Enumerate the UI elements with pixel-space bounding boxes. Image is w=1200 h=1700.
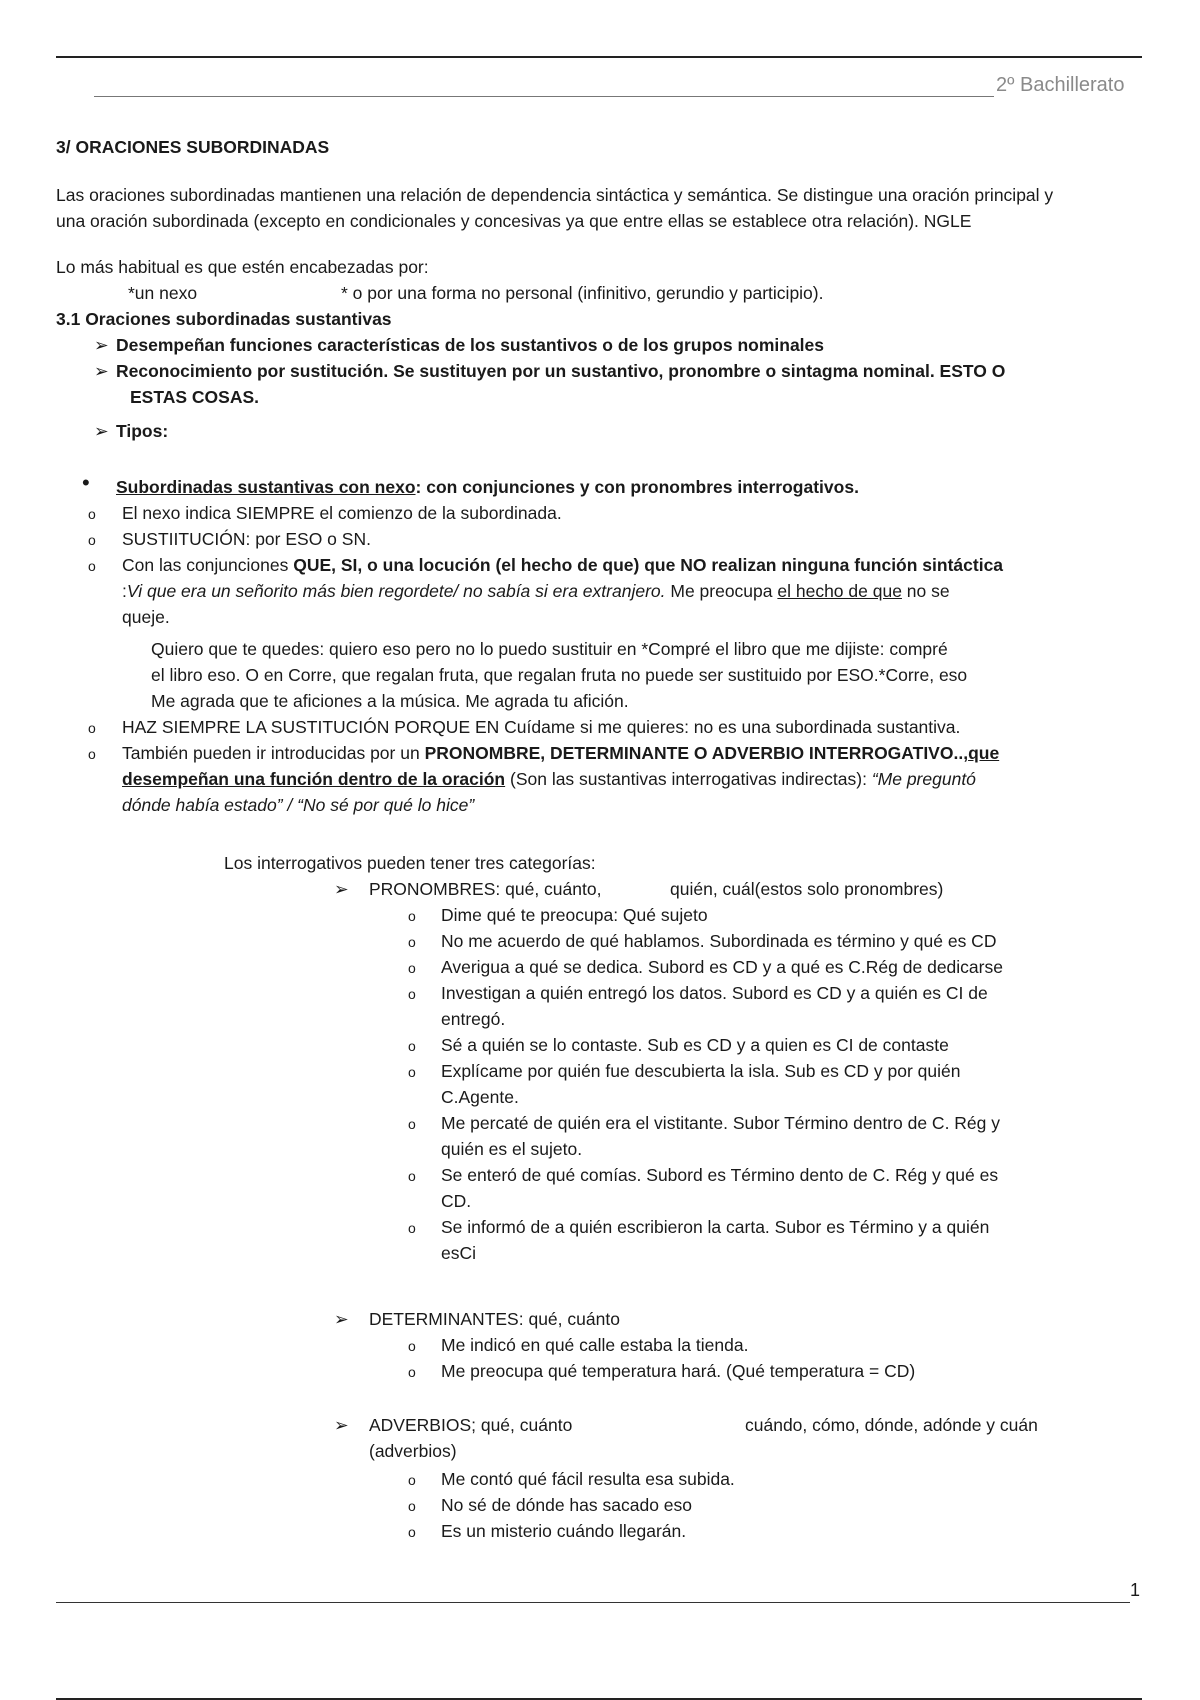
nexo-item-3-line-3: queje.: [122, 607, 170, 627]
arrow-icon: ➢: [334, 1415, 349, 1435]
pronombres-item: Dime qué te preocupa: Qué sujeto: [441, 905, 708, 925]
circle-bullet-icon: o: [408, 908, 416, 924]
circle-bullet-icon: o: [408, 1220, 416, 1236]
habitual-forma: * o por una forma no personal (infinitivo, gerundio y participio).: [341, 283, 824, 303]
adverbios-item: No sé de dónde has sacado eso: [441, 1495, 693, 1515]
circle-bullet-icon: o: [408, 1472, 416, 1488]
pronombres-item: Me percaté de quién era el vistitante. Subor Término dentro de C. Rég y: [441, 1113, 1001, 1133]
pronombres-item: No me acuerdo de qué hablamos. Subordinada es término y qué es CD: [441, 931, 997, 951]
circle-bullet-icon: o: [408, 934, 416, 950]
top-rule: [56, 56, 1142, 58]
footer-rule: [56, 1602, 1130, 1603]
section-bullet-2-cont: ESTAS COSAS.: [130, 387, 260, 407]
circle-bullet-icon: o: [408, 986, 416, 1002]
adverbios-label: ADVERBIOS; qué, cuánto: [369, 1415, 573, 1435]
arrow-icon: ➢: [334, 879, 349, 899]
pronombres-item: Investigan a quién entregó los datos. Subord es CD y a quién es CI de: [441, 983, 988, 1003]
nexo-item-5-line-1: También pueden ir introducidas por un PRONOMBRE, DETERMINANTE O ADVERBIO INTERROGATIVO..,que: [122, 743, 1000, 763]
determinantes-label: DETERMINANTES: qué, cuánto: [369, 1309, 620, 1329]
pronombres-item-cont: CD.: [441, 1191, 472, 1211]
header-rule: [94, 96, 994, 97]
interrogativos-intro: Los interrogativos pueden tener tres categorías:: [224, 853, 596, 873]
section-title: 3.1 Oraciones subordinadas sustantivas: [56, 309, 392, 329]
intro-line-2: una oración subordinada (excepto en condicionales y concesivas ya que entre ellas se establece otra relación). NGLE: [56, 211, 972, 231]
habitual-line: Lo más habitual es que estén encabezadas por:: [56, 257, 429, 277]
determinantes-item: Me preocupa qué temperatura hará. (Qué temperatura = CD): [441, 1361, 916, 1381]
circle-bullet-icon: o: [88, 506, 96, 522]
adverbios-label-3: (adverbios): [369, 1441, 457, 1461]
circle-bullet-icon: o: [88, 558, 96, 574]
nexo-item-1: El nexo indica SIEMPRE el comienzo de la subordinada.: [122, 503, 562, 523]
adverbios-item: Me contó qué fácil resulta esa subida.: [441, 1469, 735, 1489]
arrow-icon: ➢: [94, 361, 109, 381]
section-bullet-2: ➢ Reconocimiento por sustitución. Se sustituyen por un sustantivo, pronombre o sintagma nominal. ESTO O: [94, 358, 1005, 384]
nexo-item-5-line-2: desempeñan una función dentro de la oración (Son las sustantivas interrogativas indirectas): “Me preguntó: [122, 769, 976, 789]
pronombres-item-cont: esCi: [441, 1243, 477, 1263]
indent-line-2: el libro eso. O en Corre, que regalan fruta, que regalan fruta no puede ser sustituido por ESO.*Corre, eso: [151, 665, 968, 685]
pronombres-item: Sé a quién se lo contaste. Sub es CD y a quien es CI de contaste: [441, 1035, 949, 1055]
circle-bullet-icon: o: [88, 746, 96, 762]
nexo-item-2: SUSTIITUCIÓN: por ESO o SN.: [122, 529, 371, 549]
nexo-item-3-line-2: :Vi que era un señorito más bien regordete/ no sabía si era extranjero. Me preocupa el hecho de que no se: [122, 581, 950, 601]
pronombres-label: PRONOMBRES: qué, cuánto,: [369, 879, 602, 899]
nexo-item-5-line-3: dónde había estado” / “No sé por qué lo hice”: [122, 795, 475, 815]
indent-line-1: Quiero que te quedes: quiero eso pero no lo puedo sustituir en *Compré el libro que me dijiste: compré: [151, 639, 948, 659]
determinantes-item: Me indicó en qué calle estaba la tienda.: [441, 1335, 749, 1355]
circle-bullet-icon: o: [408, 1364, 416, 1380]
pronombres-label-2: quién, cuál(estos solo pronombres): [670, 879, 944, 899]
adverbios-label-2: cuándo, cómo, dónde, adónde y cuán: [745, 1415, 1038, 1435]
pronombres-item-cont: quién es el sujeto.: [441, 1139, 583, 1159]
circle-bullet-icon: o: [408, 1038, 416, 1054]
circle-bullet-icon: o: [408, 960, 416, 976]
bullet-dot-icon: •: [82, 470, 90, 495]
header-course: 2º Bachillerato: [996, 74, 1125, 96]
section-bullet-1: ➢ Desempeñan funciones características de los sustantivos o de los grupos nominales: [94, 332, 824, 358]
section-bullet-3: ➢ Tipos:: [94, 418, 168, 444]
circle-bullet-icon: o: [408, 1064, 416, 1080]
habitual-nexo: *un nexo: [128, 283, 198, 303]
pronombres-item-cont: C.Agente.: [441, 1087, 519, 1107]
page-number: 1: [1130, 1580, 1141, 1600]
arrow-icon: ➢: [94, 335, 109, 355]
arrow-icon: ➢: [94, 421, 109, 441]
nexo-item-4: HAZ SIEMPRE LA SUSTITUCIÓN PORQUE EN Cuídame si me quieres: no es una subordinada sustantiva.: [122, 717, 961, 737]
pronombres-item: Averigua a qué se dedica. Subord es CD y a qué es C.Rég de dedicarse: [441, 957, 1003, 977]
pronombres-item-cont: entregó.: [441, 1009, 506, 1029]
intro-line-1: Las oraciones subordinadas mantienen una relación de dependencia sintáctica y semántica. Se distingue una oración principal y: [56, 185, 1054, 205]
arrow-icon: ➢: [334, 1309, 349, 1329]
nexo-item-3-line-1: Con las conjunciones QUE, SI, o una locución (el hecho de que) que NO realizan ninguna función sintáctica: [122, 555, 1004, 575]
nexo-heading: Subordinadas sustantivas con nexo: con conjunciones y con pronombres interrogativos.: [116, 477, 859, 497]
circle-bullet-icon: o: [88, 720, 96, 736]
circle-bullet-icon: o: [408, 1524, 416, 1540]
circle-bullet-icon: o: [408, 1498, 416, 1514]
pronombres-item: Se informó de a quién escribieron la carta. Subor es Término y a quién: [441, 1217, 990, 1237]
circle-bullet-icon: o: [408, 1116, 416, 1132]
adverbios-item: Es un misterio cuándo llegarán.: [441, 1521, 687, 1541]
circle-bullet-icon: o: [88, 532, 96, 548]
pronombres-item: Explícame por quién fue descubierta la isla. Sub es CD y por quién: [441, 1061, 961, 1081]
circle-bullet-icon: o: [408, 1168, 416, 1184]
pronombres-item: Se enteró de qué comías. Subord es Término dento de C. Rég y qué es: [441, 1165, 999, 1185]
indent-line-3: Me agrada que te aficiones a la música. Me agrada tu afición.: [151, 691, 629, 711]
circle-bullet-icon: o: [408, 1338, 416, 1354]
document-title: 3/ ORACIONES SUBORDINADAS: [56, 137, 330, 157]
